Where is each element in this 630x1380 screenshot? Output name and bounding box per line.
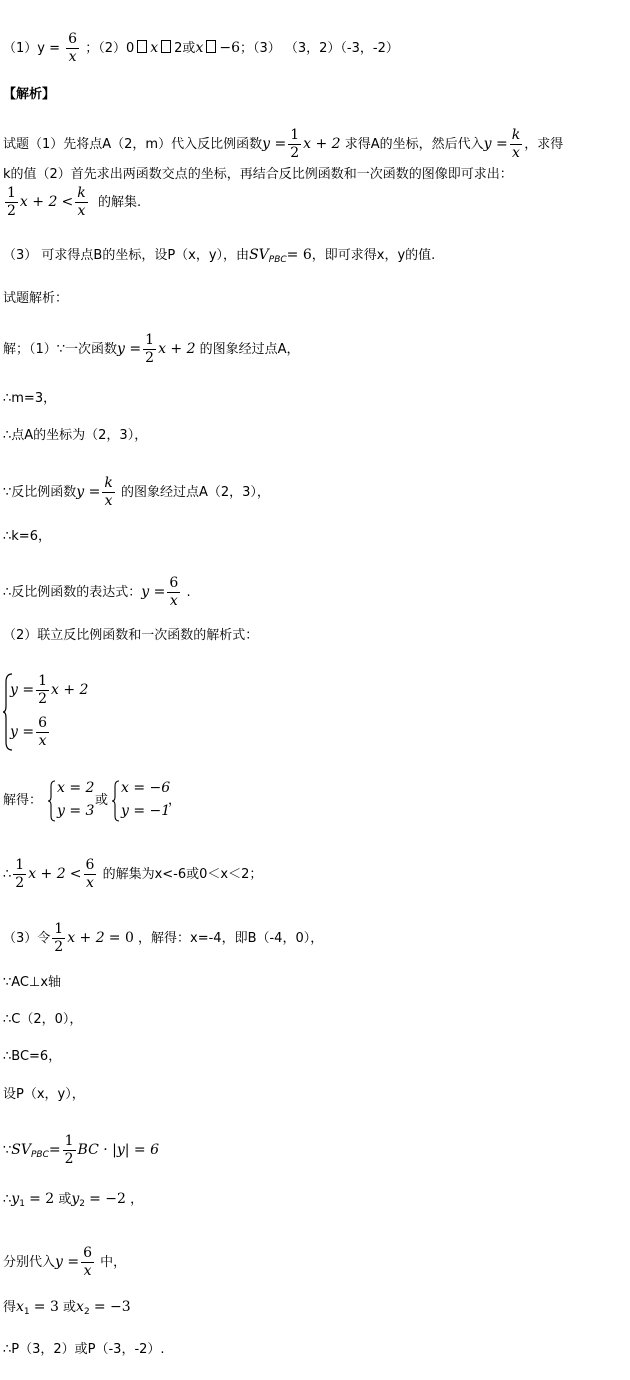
answer-part2: ；（2）0 <box>85 41 135 56</box>
step-10: （3）令 $\frac{1}{2}$ x + 2 = 0 ，解得：x=-4，即B（-4，0）， <box>3 921 324 955</box>
solution-heading: 试题解析： <box>3 291 69 306</box>
step-8-or: 或 <box>95 793 109 808</box>
step-1: 解；（1）∵一次函数y = $\frac{1}{2}$ x + 2 的图象经过点A， <box>3 332 300 366</box>
solution-2-x: x = −6 <box>121 780 171 796</box>
step-6: ∴反比例函数的表达式：y = $\frac{6}{x}$ . <box>3 575 191 609</box>
left-brace-icon <box>111 780 121 822</box>
step-17: 分别代入y = $\frac{6}{x}$ 中， <box>3 1245 127 1279</box>
analysis-line-2: k的值（2）首先求出两函数交点的坐标，再结合反比例函数和一次函数的图像即可求出： <box>3 167 513 182</box>
system-eq-2: y = $\frac{6}{x}$ <box>10 715 48 749</box>
missing-glyph-icon <box>161 40 171 53</box>
answer-part1: （1）y = <box>3 41 60 56</box>
step-12: ∴C（2，0）， <box>3 1012 83 1027</box>
step-2: ∴m=3， <box>3 391 57 406</box>
step-3: ∴点A的坐标为（2，3）， <box>3 428 148 443</box>
step-7: （2）联立反比例函数和一次函数的解析式： <box>3 628 259 643</box>
step-14: 设P（x，y）， <box>3 1087 85 1102</box>
analysis-line-3: $\frac{1}{2}$ x + 2 < $\frac{k}{x}$ 的解集. <box>7 185 142 219</box>
step-18: 得$x_1 = 3$ 或$x_2 = -3$ <box>3 1299 131 1317</box>
step-4: ∵反比例函数y = $\frac{k}{x}$ 的图象经过点A（2，3）， <box>3 475 270 509</box>
step-8-label: 解得： <box>3 793 43 808</box>
step-19: ∴P（3，2）或P（-3，-2）. <box>3 1342 165 1357</box>
missing-glyph-icon <box>206 40 216 53</box>
answer-part3: ；（3） （3，2）（-3，-2） <box>239 41 399 56</box>
step-9: ∴ $\frac{1}{2}$ x + 2 < $\frac{6}{x}$ 的解集为x<-6或0＜x＜2； <box>3 857 263 891</box>
analysis-line-4: （3） 可求得点B的坐标，设P（x，y），由$SV_{PBC}= 6$，即可求得x，y的值. <box>3 247 436 265</box>
step-15: $\because SV_{PBC}=$ $\frac{1}{2}$ BC · |y| = 6 <box>3 1133 160 1167</box>
step-5: ∴k=6， <box>3 529 51 544</box>
step-11: ∵AC⊥x轴 <box>3 975 62 990</box>
analysis-line-1: 试题（1）先将点A（2，m）代入反比例函数y = $\frac{1}{2}$ x + 2 求得A的坐标，然后代入y = $\frac{k}{x}$ ，求得 <box>3 127 564 161</box>
fraction-6-over-x: $\frac{6}{x}$ <box>68 31 78 65</box>
step-8-comma: ， <box>168 793 182 808</box>
missing-glyph-icon <box>137 40 147 53</box>
left-brace-icon <box>47 780 57 822</box>
system-eq-1: y = $\frac{1}{2}$ x + 2 <box>10 673 89 707</box>
step-13: ∴BC=6， <box>3 1049 62 1064</box>
step-16: $\therefore y_1 = 2$ 或$y_2 = -2$ ， <box>3 1191 144 1209</box>
solution-1-y: y = 3 <box>57 803 95 819</box>
solution-2-y: y = −1 <box>121 803 171 819</box>
answer-line: （1）y = $\frac{6}{x}$ ；（2）0 x 2或x −6；（3） （3，2）（-3，-2） <box>3 31 399 65</box>
solution-1-x: x = 2 <box>57 780 95 796</box>
jiexi-heading: 【解析】 <box>3 87 56 102</box>
